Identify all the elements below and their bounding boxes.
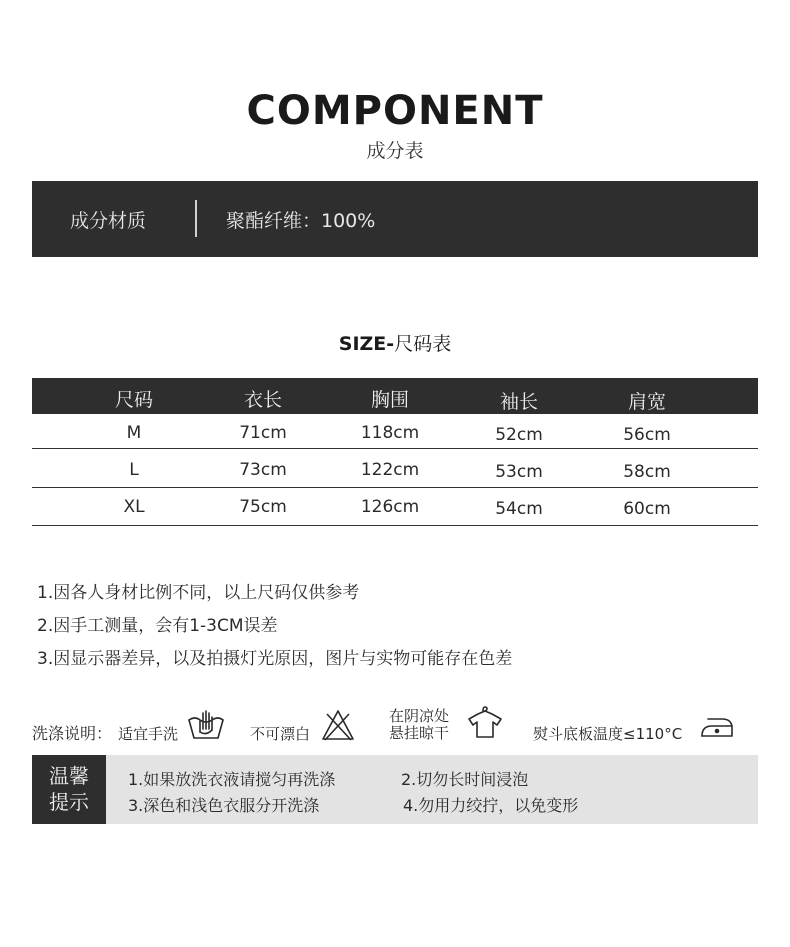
care-dry-text-line1: 在阴凉处 (389, 707, 450, 725)
tip-item: 3.深色和浅色衣服分开洗涤 (128, 796, 320, 815)
table-cell: 60cm (623, 499, 671, 519)
composition-divider (195, 200, 197, 237)
table-cell: 118cm (360, 423, 420, 443)
size-section-title (0, 329, 790, 356)
iron-icon (700, 714, 734, 740)
table-cell: 126cm (360, 497, 420, 517)
care-label: 洗涤说明： (32, 724, 113, 743)
table-cell: 71cm (239, 423, 287, 443)
composition-value: 聚酯纤维：100% (226, 210, 376, 232)
hand-wash-icon (186, 708, 226, 740)
tip-item: 4.勿用力绞拧，以免变形 (403, 796, 579, 815)
column-header-shoulder: 肩宽 (627, 391, 666, 413)
table-cell: 75cm (239, 497, 287, 517)
table-cell: M (126, 423, 142, 443)
care-iron-text: 熨斗底板温度≤110°C (533, 725, 683, 743)
table-cell: 56cm (623, 425, 671, 445)
table-row-divider (32, 487, 758, 488)
care-dry-text-line2: 悬挂晾干 (389, 724, 450, 742)
column-header-sleeve: 袖长 (499, 391, 538, 413)
composition-label: 成分材质 (70, 210, 147, 232)
table-cell: 58cm (623, 462, 671, 482)
table-cell: 52cm (495, 425, 543, 445)
size-title-bold: SIZE- (338, 333, 395, 355)
care-bleach-text: 不可漂白 (250, 725, 311, 743)
tips-title-line1: 温馨 (49, 764, 89, 788)
table-cell: L (129, 460, 139, 480)
column-header-chest: 胸围 (370, 389, 409, 411)
size-title-rest: 尺码表 (394, 333, 452, 355)
note-item: 3.因显示器差异，以及拍摄灯光原因，图片与实物可能存在色差 (37, 649, 513, 669)
tip-item: 1.如果放洗衣液请搅匀再洗涤 (128, 770, 336, 789)
table-cell: 73cm (239, 460, 287, 480)
note-item: 2.因手工测量，会有1-3CM误差 (37, 616, 278, 636)
hang-dry-icon (466, 704, 504, 740)
column-header-length: 衣长 (243, 389, 282, 411)
column-header-size: 尺码 (114, 389, 153, 411)
page-subtitle: 成分表 (366, 140, 424, 162)
table-cell: 122cm (360, 460, 420, 480)
table-cell: 54cm (495, 499, 543, 519)
table-row-divider (32, 525, 758, 526)
no-bleach-icon (321, 708, 355, 742)
tips-title-line2: 提示 (49, 790, 89, 814)
table-row-divider (32, 448, 758, 449)
note-item: 1.因各人身材比例不同，以上尺码仅供参考 (37, 583, 360, 603)
care-wash-text: 适宜手洗 (118, 725, 179, 743)
page-title: COMPONENT (246, 88, 544, 134)
table-cell: XL (123, 497, 145, 517)
tip-item: 2.切勿长时间浸泡 (401, 770, 529, 789)
table-cell: 53cm (495, 462, 543, 482)
